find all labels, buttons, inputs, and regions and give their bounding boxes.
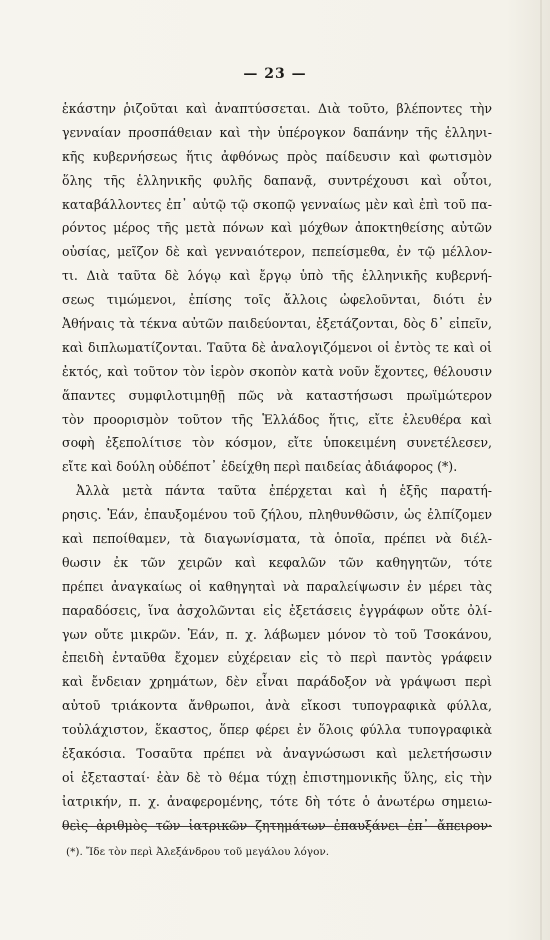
text-line: ἅπαντες συμφιλοτιμηθῇ πῶς νὰ καταστήσωσι πρωϊμώτερον — [62, 387, 492, 403]
text-line: ἰατρικήν, π. χ. ἀναφερομένης, τότε δὴ τότε ὁ ἀνωτέρω σημειω- — [62, 793, 492, 809]
text-line: καὶ διπλωματίζονται. Ταῦτα δὲ ἀναλογιζόμενοι οἱ ἐντὸς τε καὶ οἱ — [62, 339, 492, 355]
text-line: γενναίαν προσπάθειαν καὶ τὴν ὑπέρογκον δαπάνην τῆς ἑλληνι- — [62, 124, 492, 140]
text-line: κῆς κυβερνήσεως ἥτις ἀφθόνως πρὸς παίδευσιν καὶ φωτισμὸν — [62, 148, 492, 164]
text-line: οὐσίας, μεῖζον δὲ καὶ γενναιότερον, πεπείσμεθα, ἐν τῷ μέλλον- — [62, 244, 492, 260]
page-edge-shadow — [540, 0, 542, 940]
text-line: οἱ ἐξετασταί· ἐὰν δὲ τὸ θέμα τύχῃ ἐπιστημονικῆς ὕλης, εἰς τὴν — [62, 769, 492, 785]
text-line: τι. Διὰ ταῦτα δὲ λόγῳ καὶ ἔργῳ ὑπὸ τῆς ἑλληνικῆς κυβερνή- — [62, 268, 492, 284]
text-line: παραδόσεις, ἵνα ἀσχολῶνται εἰς ἐξετάσεις ἐγγράφων οὔτε ὀλί- — [62, 602, 492, 618]
text-line: αὐτοῦ τριάκοντα ἄνθρωποι, ἀνὰ εἴκοσι τυπογραφικὰ φύλλα, — [62, 698, 492, 714]
paragraph-start-line: Ἀλλὰ μετὰ πάντα ταῦτα ἐπέρχεται καὶ ἡ ἑξῆς παρατή- — [76, 483, 492, 499]
text-line: ρόντος μέρος τῆς μετὰ πόνων καὶ μόχθων ἀποκτηθείσης αὐτῶν — [62, 220, 492, 236]
page-number: — 23 — — [243, 66, 307, 82]
text-line: καταβάλλοντες ἐπ᾽ αὐτῷ τῷ σκοπῷ γενναίως μὲν καὶ ἐπὶ τοῦ πα- — [62, 196, 492, 212]
footnote: (*). Ἴδε τὸν περὶ Ἀλεξάνδρου τοῦ μεγάλου λόγον. — [66, 846, 330, 858]
text-line: ἑξακόσια. Τοσαῦτα πρέπει νὰ ἀναγνώσωσι καὶ μελετήσωσιν — [62, 746, 492, 762]
text-line: εἴτε καὶ δούλη οὐδέποτ᾽ ἐδείχθη περὶ παιδείας ἀδιάφορος (*). — [62, 459, 458, 475]
text-line: πρέπει ἀναγκαίως οἱ καθηγηταὶ νὰ παραλείψωσιν ἐν μέρει τὰς — [62, 578, 492, 594]
text-line: θεὶς ἀριθμὸς τῶν ἰατρικῶν ζητημάτων ἐπαυξάνει ἐπ᾽ ἄπειρον· — [62, 817, 492, 833]
text-line: σεως τιμώμενοι, ἐπίσης τοῖς ἄλλοις ὠφελοῦνται, διότι ἐν — [62, 292, 492, 308]
text-line: Ἀθήναις τὰ τέκνα αὐτῶν παιδεύονται, ἐξετάζονται, δὸς δ᾽ εἰπεῖν, — [62, 316, 492, 332]
text-line: καὶ πεποίθαμεν, τὰ διαγωνίσματα, τὰ ὁποῖα, πρέπει νὰ διέλ- — [62, 531, 492, 547]
text-line: θωσιν ἐκ τῶν χειρῶν καὶ κεφαλῶν τῶν καθηγητῶν, τότε — [62, 554, 492, 570]
text-line: καὶ ἔνδειαν χρημάτων, δὲν εἶναι παράδοξον νὰ γράψωσι περὶ — [62, 674, 492, 690]
text-line: γων οὔτε μικρῶν. Ἐάν, π. χ. λάβωμεν μόνον τὸ τοῦ Τσοκάνου, — [62, 626, 492, 642]
text-line: τοὐλάχιστον, ἕκαστος, ὅπερ φέρει ἐν ὅλοις φύλλα τυπογραφικὰ — [62, 722, 492, 738]
footnote-divider — [62, 826, 492, 827]
text-line: σοφὴ ἐξεπολίτισε τὸν κόσμον, εἴτε ὑποκειμένη συνετέλεσεν, — [62, 435, 492, 451]
body-text — [62, 97, 492, 838]
text-line: ρησις. Ἐάν, ἐπαυξομένου τοῦ ζήλου, πληθυνθῶσιν, ὡς ἐλπίζομεν — [62, 507, 492, 523]
text-line: τὸν προορισμὸν τοῦτον τῆς Ἑλλάδος ἥτις, εἴτε ἐλευθέρα καὶ — [62, 411, 492, 427]
text-line: ὅλης τῆς ἑλληνικῆς φυλῆς δαπανᾷ, συντρέχουσι καὶ οὗτοι, — [62, 172, 492, 188]
text-line: ἐκτός, καὶ τοῦτον τὸν ἱερὸν σκοπὸν κατὰ νοῦν ἔχοντες, θέλουσιν — [62, 363, 492, 379]
text-line: ἑκάστην ῥιζοῦται καὶ ἀναπτύσσεται. Διὰ τοῦτο, βλέποντες τὴν — [62, 101, 492, 116]
text-line: ἐπειδὴ ἐνταῦθα ἔχομεν εὐχέρειαν εἰς τὸ περὶ παντὸς γράφειν — [62, 650, 492, 666]
